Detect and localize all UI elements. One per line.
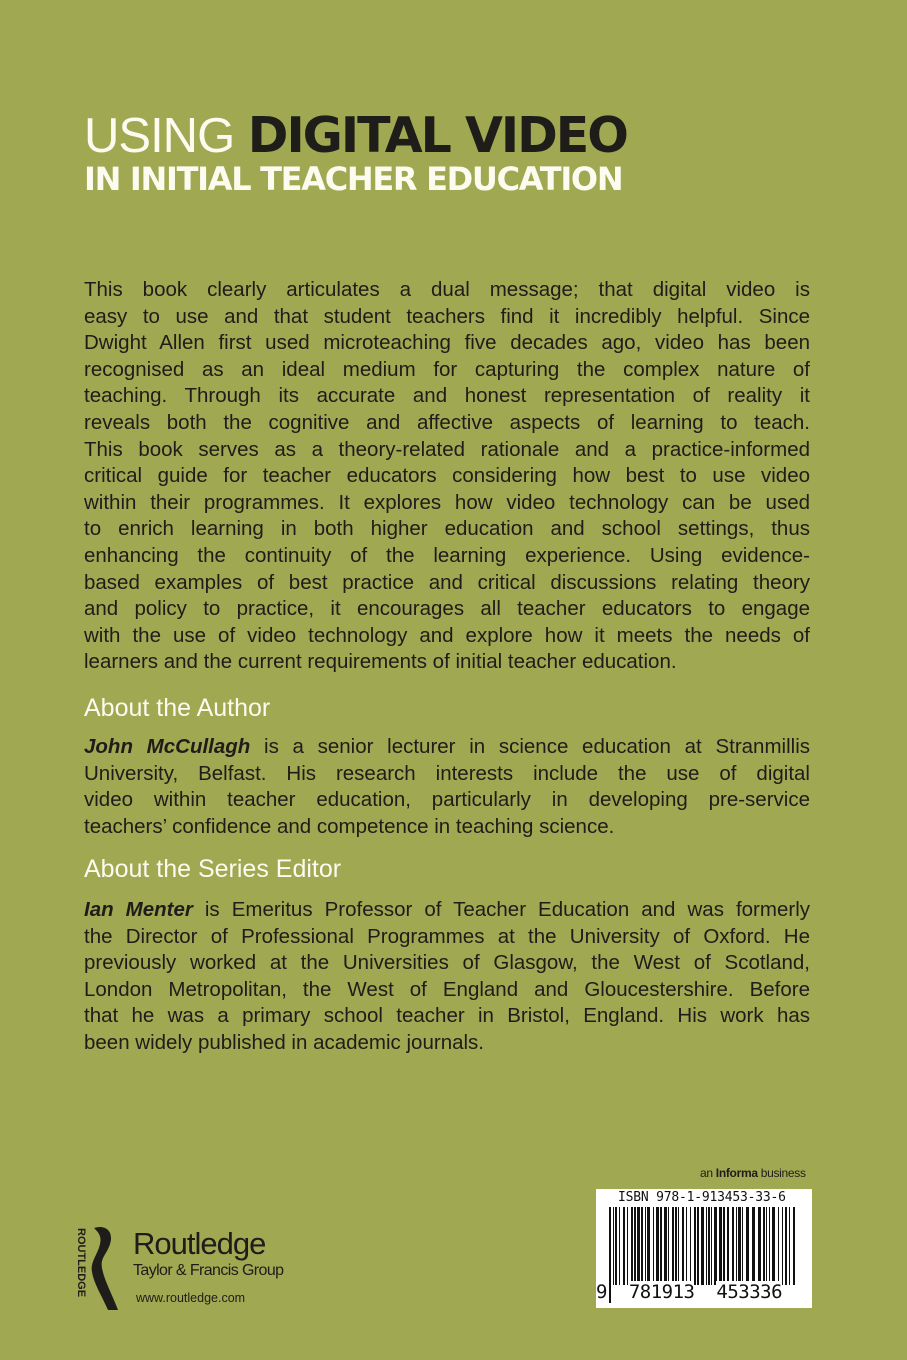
barcode-bar xyxy=(656,1207,659,1285)
barcode-bar xyxy=(664,1207,667,1285)
barcode-bar xyxy=(793,1207,795,1285)
barcode-bar xyxy=(706,1207,707,1285)
publisher-url[interactable]: www.routledge.com xyxy=(136,1291,246,1305)
text-line: This book serves as a theory-related rationale and a practice-informed xyxy=(84,437,810,461)
barcode-bar xyxy=(623,1207,625,1285)
barcode-bar xyxy=(653,1207,654,1285)
text-line: within their programmes. It explores how video technology can be used xyxy=(84,490,810,514)
barcode-bar xyxy=(690,1207,691,1285)
barcode-bar xyxy=(686,1207,687,1285)
book-title xyxy=(84,108,627,164)
barcode-bar xyxy=(763,1207,765,1285)
editor-bio xyxy=(84,897,810,1057)
barcode-bar xyxy=(631,1207,633,1285)
text-line xyxy=(84,897,810,924)
barcode-bar xyxy=(758,1207,761,1285)
text-line: based examples of best practice and critical discussions relating theory xyxy=(84,570,810,594)
text-line: recognised as an ideal medium for capturing the complex nature of xyxy=(84,357,810,381)
text-line: and policy to practice, it encourages all teacher educators to engage xyxy=(84,597,810,621)
barcode-bar xyxy=(697,1207,699,1285)
barcode-bar xyxy=(694,1207,696,1285)
informa-pre: an xyxy=(700,1166,716,1180)
text-line: critical guide for teacher educators considering how best to use video xyxy=(84,464,810,488)
about-author-heading: About the Author xyxy=(84,694,271,722)
barcode-bar xyxy=(701,1207,704,1285)
barcode-bar xyxy=(732,1207,734,1285)
publisher-name: Routledge xyxy=(133,1226,266,1261)
author-bio xyxy=(84,734,810,840)
informa-name: Informa xyxy=(715,1166,758,1180)
text-segment: is a senior lecturer in science education at Stranmillis xyxy=(250,735,810,758)
isbn-barcode xyxy=(596,1189,812,1308)
barcode-bar xyxy=(675,1207,677,1285)
text-line: reveals both the cognitive and affective aspects of learning to teach. xyxy=(84,410,810,434)
book-subtitle: IN INITIAL TEACHER EDUCATION xyxy=(84,160,623,198)
barcode-bar xyxy=(647,1207,650,1285)
barcode-bar xyxy=(772,1207,775,1285)
about-editor-heading: About the Series Editor xyxy=(84,855,342,883)
text-segment: is Emeritus Professor of Teacher Education and was formerly xyxy=(192,898,810,921)
barcode-bar xyxy=(736,1207,737,1285)
barcode-bar xyxy=(711,1207,712,1285)
routledge-logo-icon xyxy=(72,1224,122,1312)
text-line: previously worked at the Universities of Glasgow, the West of Scotland, xyxy=(84,951,810,975)
text-line: This book clearly articulates a dual message; that digital video is xyxy=(84,278,810,301)
barcode-bar xyxy=(613,1207,614,1285)
barcode-bar xyxy=(637,1207,640,1285)
barcode-bar xyxy=(660,1207,662,1285)
barcode-bar xyxy=(634,1207,636,1285)
barcode-bar xyxy=(785,1207,787,1285)
informa-post: business xyxy=(757,1166,806,1180)
person-name: John McCullagh xyxy=(84,735,251,758)
informa-tagline xyxy=(700,1166,806,1180)
barcode-bar xyxy=(668,1207,669,1285)
barcode-bar xyxy=(778,1207,779,1285)
text-line: to enrich learning in both higher education and school settings, thus xyxy=(84,517,810,541)
barcode-bar xyxy=(727,1207,729,1285)
barcode-bar xyxy=(615,1207,617,1285)
barcode-bar xyxy=(672,1207,674,1285)
isbn-text: ISBN 978-1-913453-33-6 xyxy=(618,1190,786,1205)
barcode-bar xyxy=(752,1207,755,1285)
text-line: enhancing the continuity of the learning experience. Using evidence- xyxy=(84,543,810,567)
barcode-bar xyxy=(766,1207,767,1285)
person-name: Ian Menter xyxy=(84,898,193,921)
text-line: the Director of Professional Programmes at the University of Oxford. He xyxy=(84,924,810,948)
text-line: that he was a primary school teacher in Bristol, England. His work has xyxy=(84,1004,810,1028)
barcode-bar xyxy=(682,1207,684,1285)
text-line: been widely published in academic journals. xyxy=(84,1030,484,1054)
text-line: with the use of video technology and explore how it meets the needs of xyxy=(84,623,810,647)
barcode-right-digits: 453336 xyxy=(716,1281,783,1303)
barcode-bar xyxy=(708,1207,710,1285)
title-emphasis: DIGITAL VIDEO xyxy=(247,107,627,164)
text-line: teaching. Through its accurate and honest representation of reality it xyxy=(84,384,810,408)
text-line: London Metropolitan, the West of England and Gloucestershire. Before xyxy=(84,977,810,1001)
barcode-bar xyxy=(723,1207,725,1285)
barcode-bar xyxy=(746,1207,749,1285)
barcode-bar xyxy=(645,1207,646,1285)
barcode-bar xyxy=(738,1207,741,1285)
barcode-bar xyxy=(714,1207,717,1285)
text-line: teachers’ confidence and competence in teaching science. xyxy=(84,814,615,838)
text-line xyxy=(84,734,810,761)
text-line: learners and the current requirements of initial teacher education. xyxy=(84,650,677,674)
barcode-bar xyxy=(719,1207,722,1285)
text-line: video within teacher education, particularly in developing pre-service xyxy=(84,788,810,812)
publisher-group: Taylor & Francis Group xyxy=(133,1262,284,1279)
text-line: University, Belfast. His research interests include the use of digital xyxy=(84,761,810,785)
barcode-bar xyxy=(619,1207,620,1285)
text-line: Dwight Allen first used microteaching five decades ago, video has been xyxy=(84,331,810,355)
barcode-first-digit: 9 xyxy=(596,1281,607,1303)
barcode-bar xyxy=(769,1207,770,1285)
text-line: easy to use and that student teachers find it incredibly helpful. Since xyxy=(84,304,810,328)
barcode-left-digits: 781913 xyxy=(628,1281,695,1303)
barcode-digits xyxy=(596,1281,812,1303)
title-prefix: USING xyxy=(84,109,235,163)
svg-text:ROUTLEDGE: ROUTLEDGE xyxy=(75,1228,87,1298)
barcode-bar xyxy=(678,1207,679,1285)
barcode-bar xyxy=(782,1207,783,1285)
barcode-bar xyxy=(789,1207,790,1285)
barcode-bar xyxy=(641,1207,643,1285)
barcode-bar xyxy=(627,1207,628,1285)
description xyxy=(84,277,810,676)
barcode-bar xyxy=(742,1207,743,1285)
